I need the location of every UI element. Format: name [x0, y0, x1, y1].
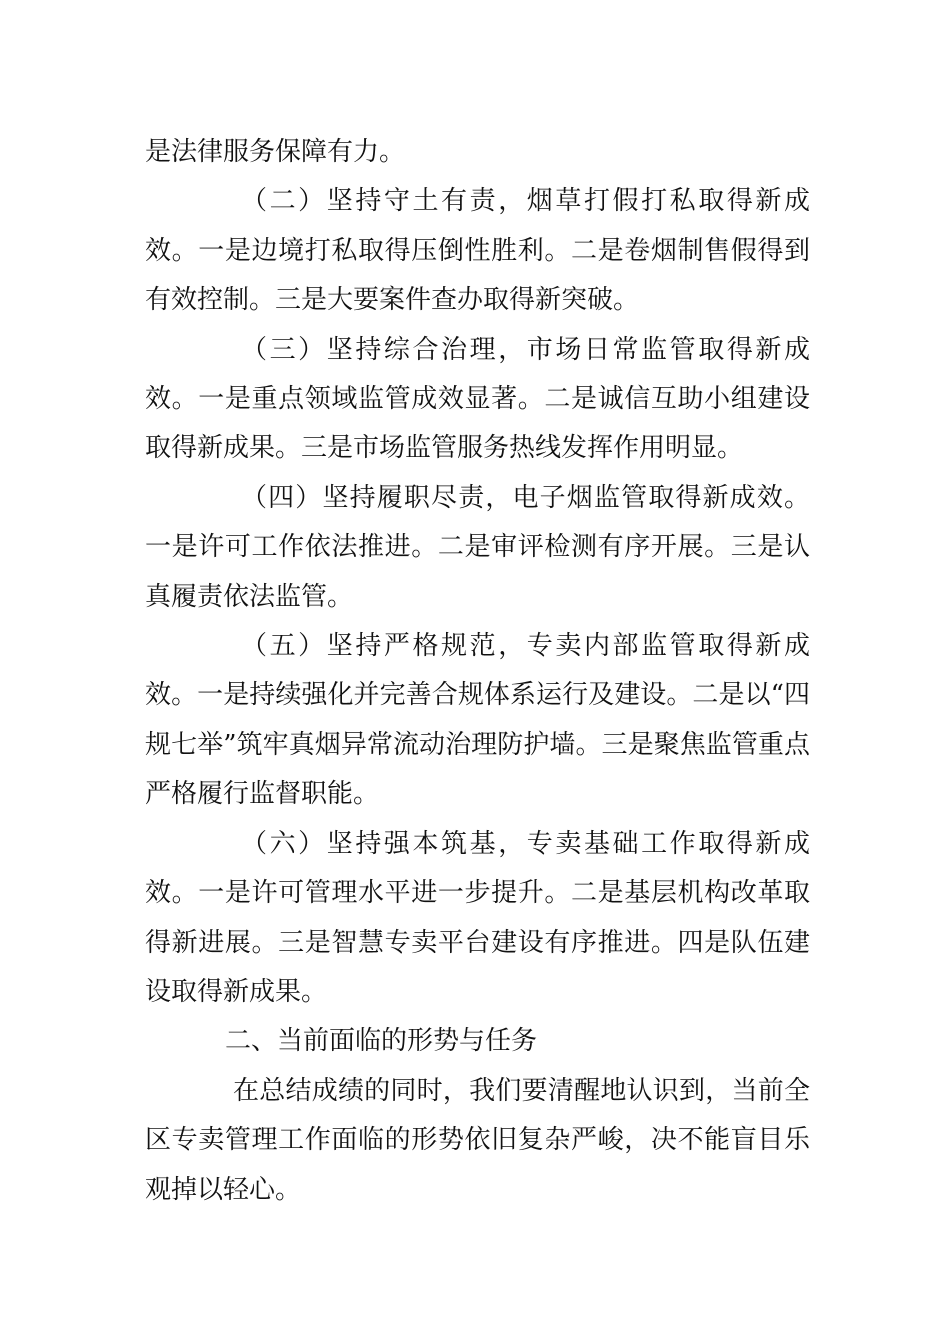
- paragraph-continuation: 是法律服务保障有力。: [145, 137, 406, 167]
- paragraph-section-4: （四）坚持履职尽责，电子烟监管取得新成效。一是许可工作依法推进。二是审评检测有序开展。三是认真履责依法监管。: [145, 482, 810, 612]
- document-body: [145, 128, 810, 1215]
- section-heading: 二、当前面临的形势与任务: [225, 1026, 538, 1057]
- paragraph-intro: 在总结成绩的同时，我们要清醒地认识到，当前全区专卖管理工作面临的形势依旧复杂严峻，决不能盲目乐观掉以轻心。: [145, 1075, 810, 1205]
- paragraph-section-6: （六）坚持强本筑基，专卖基础工作取得新成效。一是许可管理水平进一步提升。二是基层机构改革取得新进展。三是智慧专卖平台建设有序推进。四是队伍建设取得新成果。: [145, 828, 810, 1007]
- paragraph-section-3: （三）坚持综合治理，市场日常监管取得新成效。一是重点领域监管成效显著。二是诚信互助小组建设取得新成果。三是市场监管服务热线发挥作用明显。: [145, 334, 810, 464]
- paragraph-section-2: （二）坚持守土有责，烟草打假打私取得新成效。一是边境打私取得压倒性胜利。二是卷烟制售假得到有效控制。三是大要案件查办取得新突破。: [145, 186, 810, 316]
- paragraph-section-5: （五）坚持严格规范，专卖内部监管取得新成效。一是持续强化并完善合规体系运行及建设。二是以“四规七举”筑牢真烟异常流动治理防护墙。三是聚焦监管重点严格履行监督职能。: [145, 631, 810, 810]
